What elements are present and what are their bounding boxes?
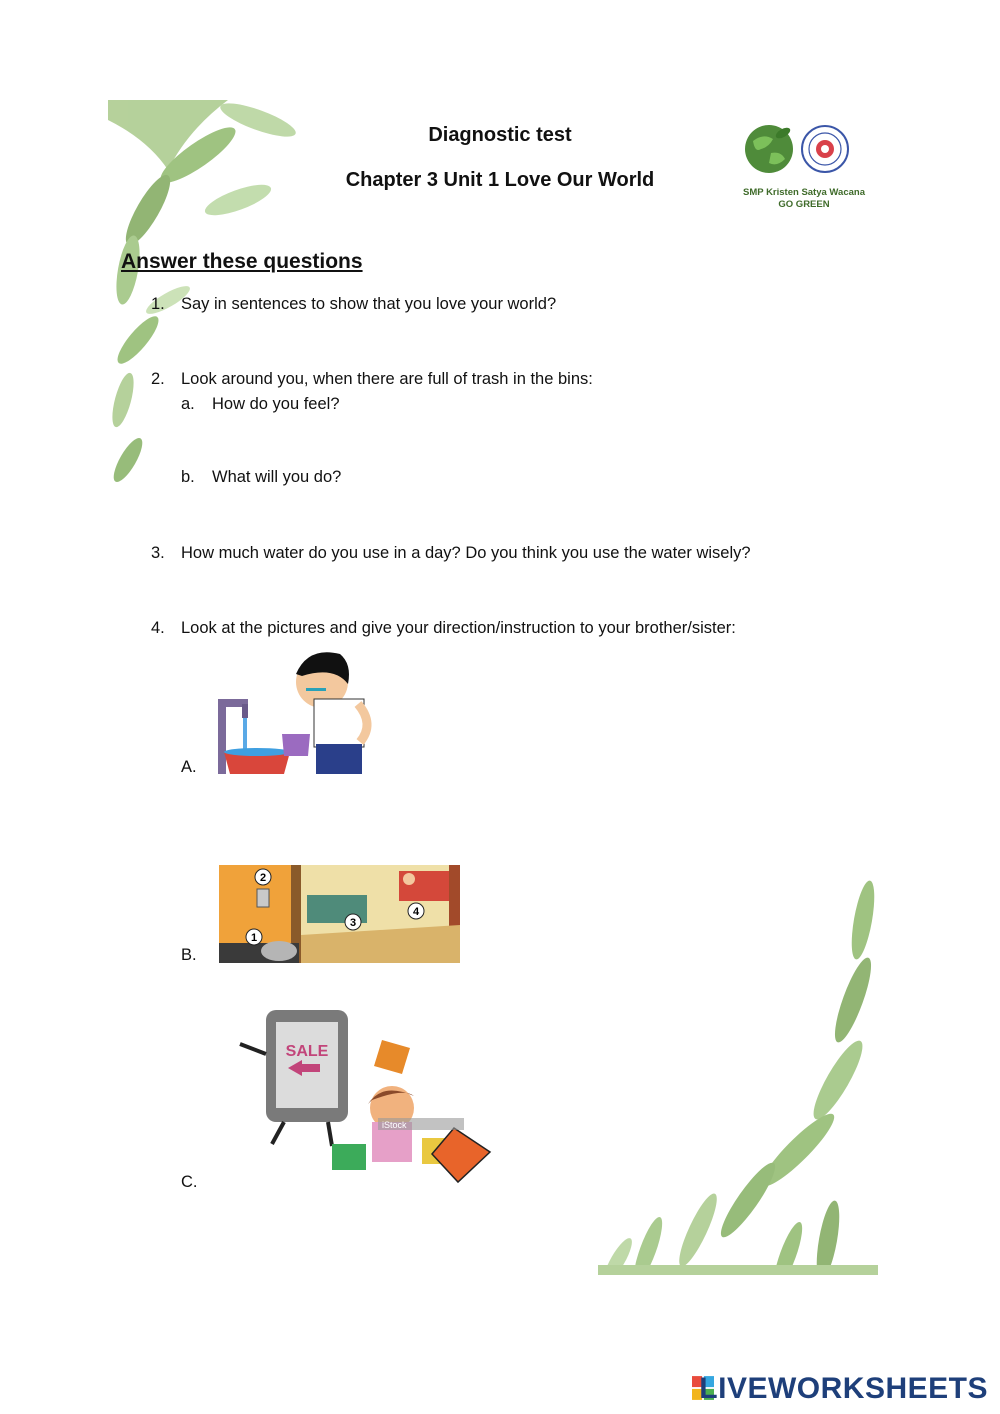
number-1: 1 <box>250 932 258 944</box>
globe-logo <box>743 123 795 175</box>
sub-question-text: How do you feel? <box>212 395 340 413</box>
number-4: 4 <box>412 906 420 918</box>
page-title: Diagnostic test <box>428 124 572 146</box>
question-number: 3. <box>151 544 165 562</box>
page-subtitle: Chapter 3 Unit 1 Love Our World <box>345 169 655 191</box>
stock-watermark: iStock <box>382 1120 407 1130</box>
sub-question-text: What will you do? <box>212 468 342 486</box>
leaf-decoration-bottom-right <box>598 860 878 1275</box>
go-green-label: GO GREEN <box>778 199 830 210</box>
sale-text: SALE <box>285 1043 329 1060</box>
home-energy-image <box>219 865 460 963</box>
online-shopping-image <box>232 1004 494 1194</box>
question-number: 1. <box>151 295 165 313</box>
school-seal-logo <box>800 124 850 174</box>
question-text: Say in sentences to show that you love your world? <box>181 295 557 313</box>
brushing-teeth-image <box>210 644 380 774</box>
question-text: Look at the pictures and give your direction/instruction to your brother/sister: <box>181 619 736 637</box>
picture-label: B. <box>181 946 197 964</box>
question-text: How much water do you use in a day? Do you think you use the water wisely? <box>181 544 751 562</box>
sub-question-letter: a. <box>181 395 195 413</box>
section-heading: Answer these questions <box>121 250 363 273</box>
sub-question-letter: b. <box>181 468 195 486</box>
question-text: Look around you, when there are full of trash in the bins: <box>181 370 593 388</box>
number-3: 3 <box>349 917 357 929</box>
picture-label: C. <box>181 1173 198 1191</box>
picture-label: A. <box>181 758 197 776</box>
number-2: 2 <box>259 872 267 884</box>
question-number: 4. <box>151 619 165 637</box>
question-number: 2. <box>151 370 165 388</box>
school-name: SMP Kristen Satya Wacana <box>743 187 865 198</box>
liveworksheets-watermark: LIVEWORKSHEETS <box>699 1372 988 1405</box>
